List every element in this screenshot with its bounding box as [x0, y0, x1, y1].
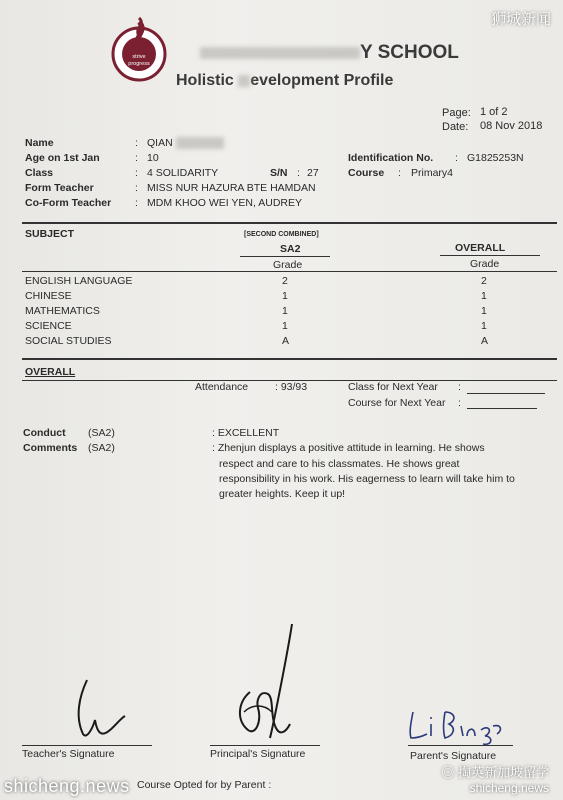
overall-grade-label: Grade — [470, 258, 500, 270]
principal-signature-line — [210, 745, 320, 746]
profile-title: Holistic evelopment Profile — [176, 72, 394, 89]
id-value: G1825253N — [467, 152, 524, 164]
class-next-year-blank — [467, 393, 545, 394]
comment-line: respect and care to his classmates. He shows great — [219, 458, 460, 470]
course-label: Course — [348, 167, 385, 179]
id-label: Identification No. — [348, 152, 434, 164]
course-next-year-blank — [467, 408, 537, 409]
watermark-bottom-left: shicheng.news — [4, 776, 130, 796]
subject-name: SCIENCE — [25, 320, 72, 332]
school-crest-icon — [110, 14, 168, 92]
form-teacher-label: Form Teacher — [25, 182, 94, 194]
sn-colon: : — [297, 167, 300, 179]
overall-grade: 1 — [481, 305, 487, 317]
co-form-teacher-label: Co-Form Teacher — [25, 197, 112, 209]
subject-name: CHINESE — [25, 290, 72, 302]
course-next-year-label: Course for Next Year — [348, 397, 446, 409]
sa2-grade-label: Grade — [273, 259, 303, 271]
overall-underline — [440, 255, 540, 256]
overall-grade: 1 — [481, 290, 487, 302]
co-form-teacher-value: MDM KHOO WEI YEN, AUDREY — [147, 197, 302, 209]
grades-top-rule — [22, 222, 557, 224]
svg-text:strive: strive — [132, 54, 146, 60]
sa2-grade: 2 — [282, 275, 288, 287]
attendance-label: Attendance — [195, 381, 249, 393]
form-teacher-value: MISS NUR HAZURA BTE HAMDAN — [147, 182, 316, 194]
sn-label: S/N — [270, 167, 288, 179]
grades-header-rule — [22, 271, 557, 272]
id-colon: : — [455, 152, 458, 164]
date-value: 08 Nov 2018 — [480, 120, 543, 132]
conduct-tag: (SA2) — [88, 427, 115, 439]
overall-grade: A — [481, 335, 489, 347]
sa2-grade: 1 — [282, 290, 288, 302]
overall-section-header: OVERALL — [25, 366, 76, 378]
principal-signature-label: Principal's Signature — [210, 748, 306, 760]
overall-grade-header: OVERALL — [455, 242, 506, 254]
name-label: Name — [25, 137, 54, 149]
comments-label: Comments — [23, 442, 78, 454]
sa2-grade: A — [282, 335, 290, 347]
sa2-underline — [240, 256, 330, 257]
principal-signature-icon — [230, 620, 300, 745]
comment-line: greater heights. Keep it up! — [219, 488, 346, 500]
teacher-signature-label: Teacher's Signature — [22, 748, 115, 760]
subject-name: SOCIAL STUDIES — [25, 335, 112, 347]
class-next-year-colon: : — [458, 381, 461, 393]
watermark-top: 狮城新闻 — [490, 11, 551, 28]
age-colon: : — [135, 152, 138, 164]
overall-grade: 1 — [481, 320, 487, 332]
subject-header: SUBJECT — [25, 228, 75, 240]
teacher-signature-icon — [65, 672, 135, 747]
name-colon: : — [135, 137, 138, 149]
name-value: QIAN — [147, 137, 224, 149]
course-opted-label: Course Opted for by Parent : — [137, 779, 272, 791]
age-label: Age on 1st Jan — [25, 152, 100, 164]
class-next-year-label: Class for Next Year — [348, 381, 438, 393]
wechat-icon: ◎ — [441, 765, 455, 780]
course-value: Primary4 — [411, 167, 454, 179]
school-name: Y SCHOOL — [200, 42, 459, 64]
comment-line: : Zhenjun displays a positive attitude in learning. He shows — [212, 442, 485, 454]
date-label: Date: — [442, 121, 469, 133]
course-next-year-colon: : — [458, 397, 461, 409]
conduct-label: Conduct — [23, 427, 66, 439]
sa2-grade: 1 — [282, 305, 288, 317]
parent-signature-icon — [405, 706, 505, 746]
class-colon: : — [135, 167, 138, 179]
co-form-teacher-colon: : — [135, 197, 138, 209]
attendance-value: : 93/93 — [275, 381, 308, 393]
teacher-signature-line — [22, 745, 152, 746]
sn-value: 27 — [307, 167, 319, 179]
grades-bottom-rule — [22, 358, 557, 360]
class-value: 4 SOLIDARITY — [147, 167, 219, 179]
form-teacher-colon: : — [135, 182, 138, 194]
parent-signature-line — [408, 745, 513, 746]
comments-tag: (SA2) — [88, 442, 115, 454]
comment-line: responsibility in his work. His eagerness to learn will take him to — [219, 473, 515, 485]
subject-name: MATHEMATICS — [25, 305, 100, 317]
page-label: Page: — [442, 107, 471, 119]
parent-signature-label: Parent's Signature — [410, 750, 497, 762]
watermark-bottom-right: ◎ 掏英新加坡留学 shicheng.news — [441, 765, 549, 795]
subject-name: ENGLISH LANGUAGE — [25, 275, 133, 287]
class-label: Class — [25, 167, 54, 179]
course-colon: : — [398, 167, 401, 179]
page-value: 1 of 2 — [480, 106, 508, 118]
sa2-header: SA2 — [280, 243, 301, 255]
overall-grade: 2 — [481, 275, 487, 287]
age-value: 10 — [147, 152, 159, 164]
conduct-value: : EXCELLENT — [212, 427, 280, 439]
combined-note: [SECOND COMBINED] — [244, 231, 319, 238]
svg-text:progress: progress — [128, 61, 150, 67]
sa2-grade: 1 — [282, 320, 288, 332]
